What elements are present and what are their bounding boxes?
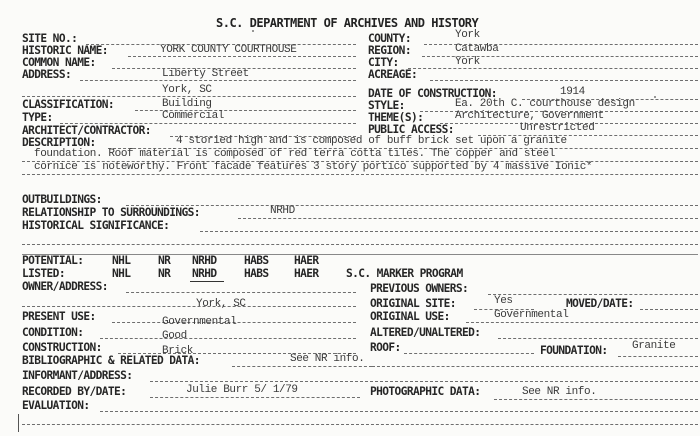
- margin-mark: [18, 414, 19, 432]
- rule-historical-significance: [200, 231, 698, 232]
- label-historic-name: HISTORIC NAME:: [22, 44, 108, 57]
- value-description-line2: foundation. Roof material is composed of red terra cotta tiles. The copper and steel: [34, 148, 555, 160]
- label-owner-address: OWNER/ADDRESS:: [22, 280, 108, 293]
- label-altered: ALTERED/UNALTERED:: [370, 326, 481, 339]
- rule-moved-date: [640, 309, 698, 310]
- label-date-construction: DATE OF CONSTRUCTION:: [368, 87, 497, 100]
- label-type: TYPE:: [22, 111, 53, 124]
- label-recorded-by: RECORDED BY/DATE:: [22, 385, 127, 398]
- listed-option-haer: HAER: [294, 267, 319, 280]
- value-city: York: [455, 56, 480, 68]
- value-address-line1: Liberty Street: [162, 68, 249, 80]
- rule-historical-significance-2: [22, 244, 698, 245]
- potential-option-haer: HAER: [294, 254, 319, 267]
- label-description: DESCRIPTION:: [22, 136, 96, 149]
- potential-option-nhl: NHL: [112, 254, 131, 267]
- label-original-site: ORIGINAL SITE:: [370, 297, 456, 310]
- label-historical-significance: HISTORICAL SIGNIFICANCE:: [22, 219, 170, 232]
- label-acreage: ACREAGE:: [368, 68, 418, 81]
- listed-option-habs: HABS: [244, 267, 269, 280]
- value-original-site: Yes: [494, 295, 513, 307]
- rule-evaluation: [100, 411, 698, 412]
- value-foundation: Granite: [632, 340, 676, 352]
- value-bibliographic: See NR info.: [290, 353, 365, 365]
- label-moved-date: MOVED/DATE:: [566, 297, 634, 310]
- label-construction: CONSTRUCTION:: [22, 341, 102, 354]
- rule-bibliographic-2: [372, 366, 698, 367]
- value-address-line2: York, SC: [162, 84, 212, 96]
- rule-description-3: [22, 174, 698, 175]
- label-previous-owners: PREVIOUS OWNERS:: [370, 282, 469, 295]
- rule-historic-name: [128, 56, 356, 57]
- label-classification: CLASSIFICATION:: [22, 98, 115, 111]
- label-present-use: PRESENT USE:: [22, 310, 96, 323]
- rule-original-use: [466, 322, 698, 323]
- label-listed: LISTED:: [22, 267, 65, 280]
- rule-evaluation-2: [22, 424, 698, 425]
- value-description-line3: cornice is noteworthy. Front facade features 3 story portico supported by 4 massive Ionic*: [34, 161, 593, 173]
- rule-altered: [498, 338, 698, 339]
- label-potential: POTENTIAL:: [22, 254, 84, 267]
- potential-option-nrhd: NRHD: [192, 254, 217, 267]
- rule-informant: [150, 381, 698, 382]
- label-style: STYLE:: [368, 99, 405, 112]
- label-relationship: RELATIONSHIP TO SURROUNDINGS:: [22, 206, 200, 219]
- label-informant: INFORMANT/ADDRESS:: [22, 369, 133, 382]
- form-title: S.C. DEPARTMENT OF ARCHIVES AND HISTORY: [216, 16, 479, 30]
- value-historic-name: YORK COUNTY COURTHOUSE: [160, 44, 297, 56]
- label-evaluation: EVALUATION:: [22, 399, 90, 412]
- rule-previous-owners: [488, 294, 698, 295]
- label-photographic: PHOTOGRAPHIC DATA:: [370, 385, 481, 398]
- label-condition: CONDITION:: [22, 326, 84, 339]
- value-condition: Good: [162, 330, 187, 342]
- value-owner-address: York, SC: [196, 298, 246, 310]
- rule-city: [408, 68, 698, 69]
- rule-condition: [100, 338, 356, 339]
- rule-owner-address: [126, 292, 356, 293]
- scan-speck: [252, 30, 254, 32]
- potential-option-nr: NR: [158, 254, 171, 267]
- rule-outbuildings: [126, 205, 698, 206]
- rule-acreage: [430, 80, 698, 81]
- value-description-line1: 4 storied high and is composed of buff brick set upon a granite: [176, 135, 567, 147]
- label-county: COUNTY:: [368, 32, 411, 45]
- listed-nrhd-underline: [190, 281, 224, 282]
- rule-recorded-by: [150, 397, 360, 398]
- value-style: Ea. 20th C. courthouse design: [455, 98, 635, 110]
- value-recorded-by: Julie Burr 5/ 1/79: [186, 384, 298, 396]
- label-common-name: COMMON NAME:: [22, 56, 96, 69]
- scan-speck: [654, 96, 656, 98]
- label-city: CITY:: [368, 56, 399, 69]
- value-county: York: [455, 29, 480, 41]
- value-region: Catawba: [455, 43, 499, 55]
- label-original-use: ORIGINAL USE:: [370, 310, 450, 323]
- value-relationship: NRHD: [270, 205, 295, 217]
- label-themes: THEME(S):: [368, 111, 424, 124]
- value-photographic: See NR info.: [522, 386, 597, 398]
- label-public-access: PUBLIC ACCESS:: [368, 123, 454, 136]
- potential-option-habs: HABS: [244, 254, 269, 267]
- rule-owner-address-2: [22, 306, 356, 307]
- value-public-access: Unrestricted: [520, 122, 595, 134]
- value-construction: Brick: [162, 345, 194, 357]
- value-present-use: Governmental: [162, 316, 237, 328]
- value-date-construction: 1914: [560, 86, 585, 98]
- label-address: ADDRESS:: [22, 68, 72, 81]
- listed-option-nr: NR: [158, 267, 171, 280]
- rule-roof: [404, 353, 534, 354]
- label-foundation: FOUNDATION:: [540, 344, 608, 357]
- rule-photographic: [494, 399, 698, 400]
- value-themes: Architecture, Government: [455, 110, 604, 122]
- rule-address-2: [22, 96, 356, 97]
- rule-address-1: [80, 80, 356, 81]
- label-site-no: SITE NO.:: [22, 32, 78, 45]
- rule-relationship: [238, 218, 698, 219]
- listed-option-nrhd: NRHD: [192, 267, 217, 280]
- label-marker-program: S.C. MARKER PROGRAM: [346, 267, 463, 280]
- label-bibliographic: BIBLIOGRAPHIC & RELATED DATA:: [22, 354, 200, 367]
- label-roof: ROOF:: [370, 341, 401, 354]
- label-outbuildings: OUTBUILDINGS:: [22, 193, 102, 206]
- label-architect: ARCHITECT/CONTRACTOR:: [22, 124, 151, 137]
- value-classification: Building: [162, 98, 212, 110]
- value-original-use: Governmental: [494, 309, 569, 321]
- listed-option-nhl: NHL: [112, 267, 131, 280]
- label-region: REGION:: [368, 44, 411, 57]
- rule-bibliographic: [232, 366, 372, 367]
- rule-foundation: [618, 356, 698, 357]
- value-type: Commercial: [162, 110, 225, 122]
